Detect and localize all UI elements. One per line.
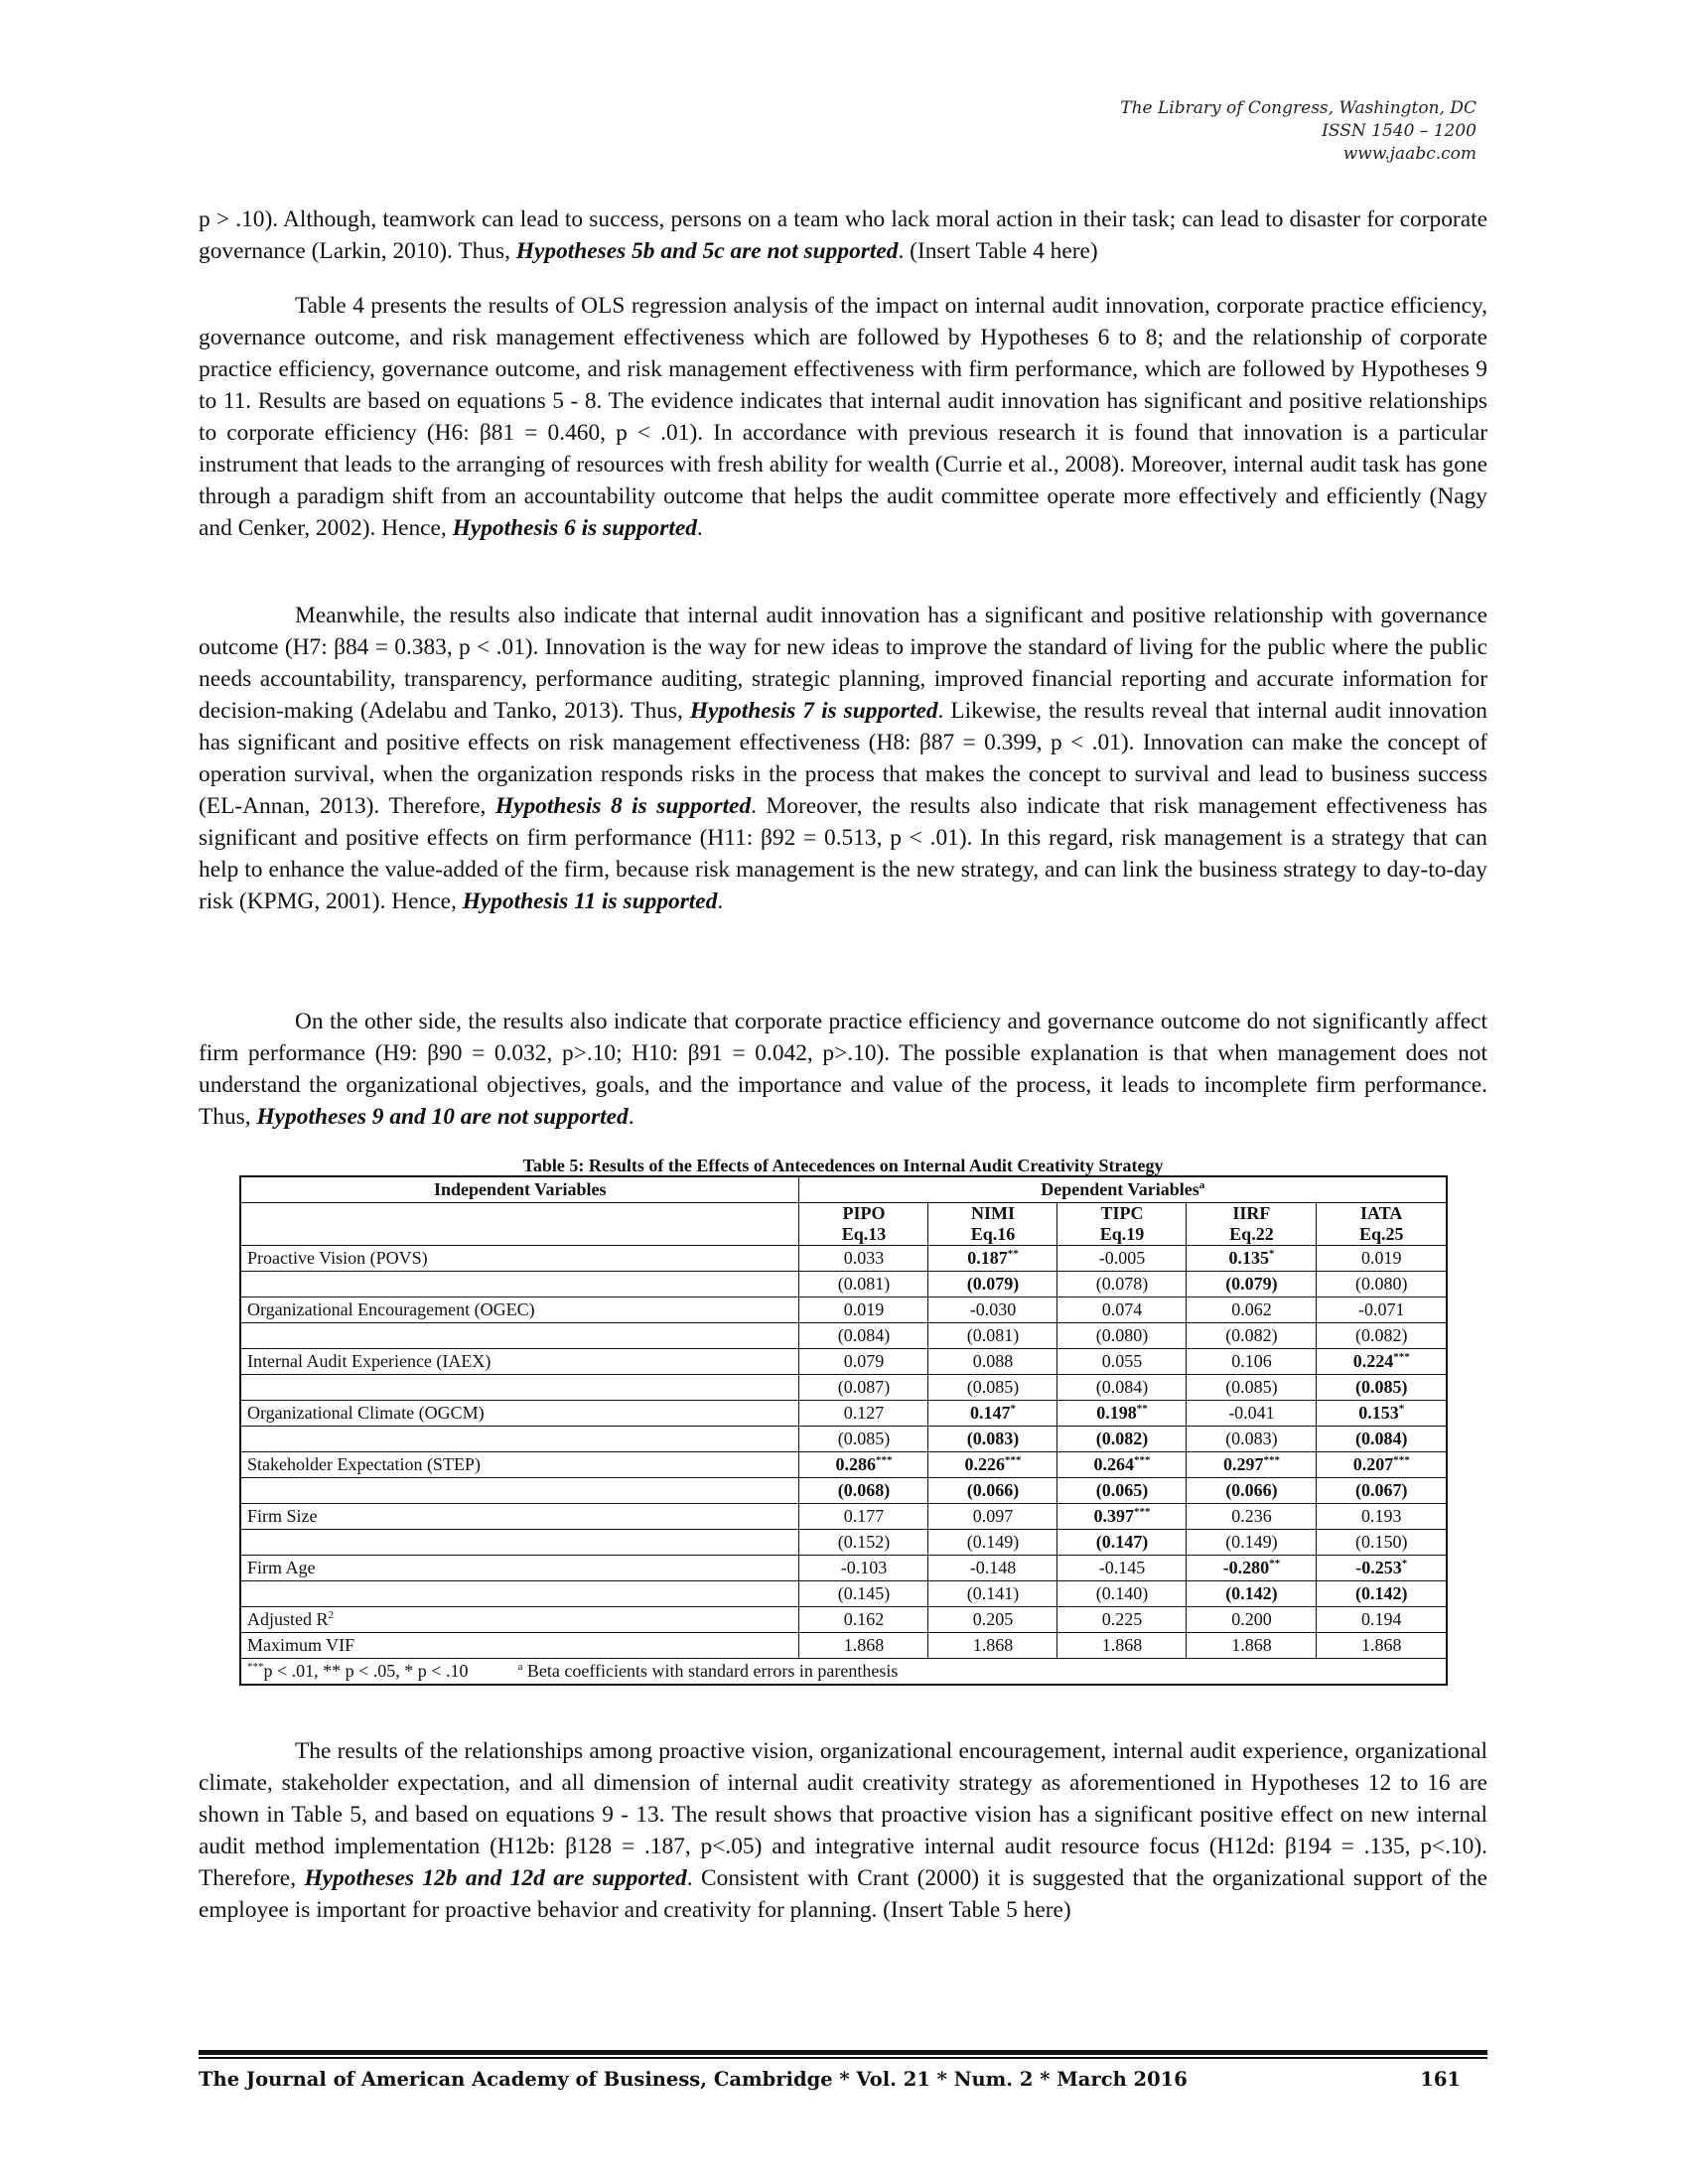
table-cell: (0.085) [799, 1427, 928, 1452]
table-cell: 0.198** [1057, 1401, 1187, 1427]
table-cell: 0.236 [1187, 1504, 1317, 1530]
table-cell: 0.177 [799, 1504, 928, 1530]
column-equation: Eq.13 [841, 1224, 887, 1244]
paragraph-text: p > .10). Although, teamwork can lead to success, persons on a team who lack moral action in their task; can lead to disaster for corporate governance (Larkin, 2010). Thus, [199, 206, 1487, 264]
table-cell: 0.153* [1317, 1401, 1447, 1427]
table-cell: -0.145 [1057, 1556, 1187, 1581]
table-cell: (0.140) [1057, 1581, 1187, 1607]
standard-error-row [240, 1323, 1447, 1349]
table-cell: 0.207*** [1317, 1452, 1447, 1478]
superscript: 2 [328, 1609, 335, 1621]
column-name: PIPO [842, 1203, 886, 1223]
column-equation: Eq.25 [1358, 1224, 1404, 1244]
table-cell: -0.005 [1057, 1246, 1187, 1272]
paragraph-6 [199, 1735, 1487, 1926]
journal-citation: The Journal of American Academy of Business, Cambridge * Vol. 21 * Num. 2 * March 2016 [199, 2068, 1188, 2091]
table-cell: 0.074 [1057, 1297, 1187, 1323]
column-header-tipc [1057, 1203, 1187, 1246]
paragraph-text: . Likewise, the results reveal that internal audit innovation has significant and positive effects on risk management effectiveness (H8: β87 = 0.399, p < .01). Innovation can make the concept of operation survival, when the organization responds risks in the process that makes the concept to survival and lead to business success (EL-Annan, 2013). Therefore, [199, 698, 1487, 819]
table-cell: -0.030 [928, 1297, 1057, 1323]
table-cell: 0.297*** [1187, 1452, 1317, 1478]
table-cell: (0.068) [799, 1478, 928, 1504]
table-title: Table 5: Results of the Effects of Antecedences on Internal Audit Creativity Strategy [522, 1156, 1164, 1175]
table-cell: 0.226*** [928, 1452, 1057, 1478]
paragraph-3 [199, 600, 1487, 917]
variable-label: Organizational Encouragement (OGEC) [240, 1297, 799, 1323]
table-footnote [240, 1659, 1447, 1686]
variable-label: Organizational Climate (OGCM) [240, 1401, 799, 1427]
standard-error-row [240, 1375, 1447, 1401]
variable-label: Internal Audit Experience (IAEX) [240, 1349, 799, 1375]
column-name: IATA [1360, 1203, 1403, 1223]
paragraph-text: . Moreover, the results also indicate that risk management effectiveness has significant and positive effects on firm performance (H11: β92 = 0.513, p < .01). In this regard, risk management is a strategy that can help to enhance the value-added of the firm, because risk management is the new strategy, and can link the business strategy to day-to-day risk (KPMG, 2001). Hence, [199, 793, 1487, 914]
table-cell: 0.224*** [1317, 1349, 1447, 1375]
beta-note: Beta coefficients with standard errors in parenthesis [522, 1661, 899, 1681]
significance-marker: *** [875, 1454, 893, 1466]
table-cell: 0.062 [1187, 1297, 1317, 1323]
table-cell: (0.149) [928, 1530, 1057, 1556]
standard-error-row [240, 1581, 1447, 1607]
variable-label [240, 1323, 799, 1349]
coefficient-row [240, 1246, 1447, 1272]
table-cell: (0.085) [1187, 1375, 1317, 1401]
column-equation: Eq.19 [1099, 1224, 1145, 1244]
column-equation: Eq.22 [1229, 1224, 1274, 1244]
table-cell: (0.152) [799, 1530, 928, 1556]
table-cell: -0.103 [799, 1556, 928, 1581]
table-cell: (0.084) [1317, 1427, 1447, 1452]
table-cell: 0.127 [799, 1401, 928, 1427]
table-cell: (0.083) [1187, 1427, 1317, 1452]
coefficient-row [240, 1349, 1447, 1375]
table-cell: 0.187** [928, 1246, 1057, 1272]
table-cell: (0.082) [1057, 1427, 1187, 1452]
paragraph-1 [199, 204, 1487, 267]
table-cell: 1.868 [928, 1633, 1057, 1659]
table-cell: 0.194 [1317, 1607, 1447, 1633]
table-cell: 0.193 [1317, 1504, 1447, 1530]
table-cell: (0.085) [928, 1375, 1057, 1401]
hypothesis-statement: Hypothesis 11 is supported [462, 888, 718, 914]
table-cell: 0.097 [928, 1504, 1057, 1530]
table-cell: 0.079 [799, 1349, 928, 1375]
table-cell: 1.868 [1187, 1633, 1317, 1659]
variable-label [240, 1427, 799, 1452]
table-cell: -0.253* [1317, 1556, 1447, 1581]
column-equation: Eq.16 [970, 1224, 1016, 1244]
independent-variables-header: Independent Variables [240, 1176, 799, 1203]
table-cell: (0.067) [1317, 1478, 1447, 1504]
table-cell: 0.019 [799, 1297, 928, 1323]
table-cell: 0.205 [928, 1607, 1057, 1633]
header-website: www.jaabc.com [1342, 144, 1477, 164]
coefficient-row [240, 1452, 1447, 1478]
table-cell: (0.080) [1057, 1323, 1187, 1349]
table-cell: -0.041 [1187, 1401, 1317, 1427]
table-cell: 0.147* [928, 1401, 1057, 1427]
table-cell: (0.082) [1187, 1323, 1317, 1349]
standard-error-row [240, 1530, 1447, 1556]
max-vif-row [240, 1633, 1447, 1659]
header-issn: ISSN 1540 – 1200 [1322, 121, 1477, 141]
table-cell: -0.280** [1187, 1556, 1317, 1581]
table-cell: 0.033 [799, 1246, 928, 1272]
paragraph-text: . [696, 515, 703, 541]
hypothesis-statement: Hypothesis 7 is supported [689, 698, 938, 724]
table-cell: (0.081) [928, 1323, 1057, 1349]
footnote-marker: a [517, 1661, 523, 1673]
table-cell: (0.083) [928, 1427, 1057, 1452]
variable-label [240, 1581, 799, 1607]
variable-label: Stakeholder Expectation (STEP) [240, 1452, 799, 1478]
significance-marker: *** [1393, 1351, 1410, 1363]
hypothesis-statement: Hypothesis 8 is supported [494, 793, 752, 819]
table-cell: (0.079) [1187, 1272, 1317, 1297]
table-cell: (0.079) [928, 1272, 1057, 1297]
hypothesis-statement: Hypotheses 12b and 12d are supported [304, 1865, 687, 1891]
table-cell: (0.081) [799, 1272, 928, 1297]
empty-header-cell [240, 1203, 799, 1246]
table-cell: (0.084) [799, 1323, 928, 1349]
paragraph-text: Meanwhile, the results also indicate that internal audit innovation has a significant and positive relationship with governance outcome (H7: β84 = 0.383, p < .01). Innovation is the way for new ideas to improve the standard of living for the public where the public needs accountability, transparency, performance auditing, strategic planning, improved financial reporting and accurate information for decision-making (Adelabu and Tanko, 2013). Thus, [199, 603, 1487, 724]
significance-note: p < .01, ** p < .05, * p < .10 [263, 1661, 469, 1681]
coefficient-row [240, 1504, 1447, 1530]
hypothesis-statement: Hypotheses 5b and 5c are not supported [515, 238, 899, 264]
variable-label [240, 1272, 799, 1297]
page-number: 161 [1420, 2068, 1461, 2091]
table-cell: (0.085) [1317, 1375, 1447, 1401]
column-name: IIRF [1232, 1203, 1271, 1223]
table-cell: (0.145) [799, 1581, 928, 1607]
significance-marker: ** [1136, 1403, 1148, 1415]
column-header-nimi [928, 1203, 1057, 1246]
table-cell: -0.148 [928, 1556, 1057, 1581]
table-cell: (0.078) [1057, 1272, 1187, 1297]
table-cell: 0.106 [1187, 1349, 1317, 1375]
significance-marker: *** [1263, 1454, 1280, 1466]
table-cell: (0.147) [1057, 1530, 1187, 1556]
table-cell: 0.286*** [799, 1452, 928, 1478]
table-cell: 0.088 [928, 1349, 1057, 1375]
standard-error-row [240, 1272, 1447, 1297]
variable-label [240, 1530, 799, 1556]
significance-marker: *** [1133, 1454, 1151, 1466]
standard-error-row [240, 1427, 1447, 1452]
paragraph-text: . [717, 888, 724, 914]
table-cell: (0.141) [928, 1581, 1057, 1607]
table-cell: 1.868 [1317, 1633, 1447, 1659]
table-cell: -0.071 [1317, 1297, 1447, 1323]
table-cell: (0.080) [1317, 1272, 1447, 1297]
footer-rule-thin [199, 2057, 1487, 2059]
significance-marker: *** [247, 1661, 264, 1673]
hypothesis-statement: Hypothesis 6 is supported [452, 515, 697, 541]
table-cell: 0.264*** [1057, 1452, 1187, 1478]
column-header-pipo [799, 1203, 928, 1246]
coefficient-row [240, 1556, 1447, 1581]
column-header-iirf [1187, 1203, 1317, 1246]
column-name: NIMI [970, 1203, 1015, 1223]
significance-marker: ** [1269, 1558, 1281, 1570]
significance-marker: *** [1393, 1454, 1410, 1466]
footnote-marker: a [1198, 1179, 1205, 1191]
variable-label [240, 1478, 799, 1504]
variable-label: Firm Age [240, 1556, 799, 1581]
table-cell: (0.066) [1187, 1478, 1317, 1504]
table-cell: 1.868 [1057, 1633, 1187, 1659]
table-cell: 0.019 [1317, 1246, 1447, 1272]
table-cell: 0.135* [1187, 1246, 1317, 1272]
header-publisher: The Library of Congress, Washington, DC [1120, 98, 1477, 118]
table-cell: 0.225 [1057, 1607, 1187, 1633]
table-cell: 0.162 [799, 1607, 928, 1633]
column-name: TIPC [1100, 1203, 1144, 1223]
column-header-iata [1317, 1203, 1447, 1246]
variable-label: Adjusted $R^2$ [240, 1607, 799, 1633]
table-cell: 1.868 [799, 1633, 928, 1659]
variable-label [240, 1375, 799, 1401]
significance-marker: * [1401, 1558, 1408, 1570]
table-cell: (0.084) [1057, 1375, 1187, 1401]
variable-label: Maximum VIF [240, 1633, 799, 1659]
table-cell: 0.055 [1057, 1349, 1187, 1375]
coefficient-row [240, 1297, 1447, 1323]
paragraph-text: On the other side, the results also indicate that corporate practice efficiency and governance outcome do not significantly affect firm performance (H9: β90 = 0.032, p>.10; H10: β91 = 0.042, p>.10). The possible explanation is that when management does not understand the organizational objectives, goals, and the importance and value of the process, it leads to incomplete firm performance. Thus, [199, 1009, 1487, 1130]
footer-rule [199, 2050, 1487, 2055]
dependent-variables-label: Dependent Variables [1041, 1179, 1199, 1199]
variable-label: Firm Size [240, 1504, 799, 1530]
table-cell: (0.082) [1317, 1323, 1447, 1349]
table-cell: (0.142) [1317, 1581, 1447, 1607]
standard-error-row [240, 1478, 1447, 1504]
table-cell: (0.087) [799, 1375, 928, 1401]
table-cell: (0.066) [928, 1478, 1057, 1504]
significance-marker: *** [1004, 1454, 1022, 1466]
paragraph-text: . (Insert Table 4 here) [898, 238, 1098, 264]
significance-marker: ** [1007, 1248, 1019, 1260]
adjusted-r2-row [240, 1607, 1447, 1633]
paragraph-text: Table 4 presents the results of OLS regression analysis of the impact on internal audit innovation, corporate practice efficiency, governance outcome, and risk management effectiveness which are followed by Hypotheses 6 to 8; and the relationship of corporate practice efficiency, governance outcome, and risk management effectiveness with firm performance, which are followed by Hypotheses 9 to 11. Results are based on equations 5 - 8. The evidence indicates that internal audit innovation has significant and positive relationships to corporate efficiency (H6: β81 = 0.460, p < .01). In accordance with previous research it is found that innovation is a particular instrument that leads to the arranging of resources with fresh ability for wealth (Currie et al., 2008). Moreover, internal audit task has gone through a paradigm shift from an accountability outcome that helps the audit committee operate more effectively and efficiently (Nagy and Cenker, 2002). Hence, [199, 293, 1487, 541]
table-cell: (0.065) [1057, 1478, 1187, 1504]
significance-marker: * [1010, 1403, 1016, 1415]
significance-marker: *** [1133, 1506, 1151, 1518]
paragraph-text: . [628, 1104, 634, 1130]
table-cell: (0.149) [1187, 1530, 1317, 1556]
table-footnote-row [240, 1659, 1447, 1686]
table-cell: (0.142) [1187, 1581, 1317, 1607]
paragraph-4 [199, 1006, 1487, 1133]
dependent-variables-header [799, 1176, 1447, 1203]
table-cell: 0.200 [1187, 1607, 1317, 1633]
results-table [239, 1175, 1448, 1686]
paragraph-2 [199, 290, 1487, 544]
paragraph-text: The results of the relationships among proactive vision, organizational encouragement, internal audit experience, organizational climate, stakeholder expectation, and all dimension of internal audit creativity strategy as aforementioned in Hypotheses 12 to 16 are shown in Table 5, and based on equations 9 - 13. The result shows that proactive vision has a significant positive effect on new internal audit method implementation (H12b: β128 = .187, p<.05) and integrative internal audit resource focus (H12d: β194 = .135, p<.10). Therefore, [199, 1738, 1487, 1891]
coefficient-row [240, 1401, 1447, 1427]
table-cell: (0.150) [1317, 1530, 1447, 1556]
hypothesis-statement: Hypotheses 9 and 10 are not supported [256, 1104, 629, 1130]
significance-marker: * [1398, 1403, 1405, 1415]
significance-marker: * [1268, 1248, 1275, 1260]
table-cell: 0.397*** [1057, 1504, 1187, 1530]
page-header [1120, 97, 1477, 166]
variable-label: Proactive Vision (POVS) [240, 1246, 799, 1272]
paragraph-text: . Consistent with Crant (2000) it is suggested that the organizational support of the employee is important for proactive behavior and creativity for planning. (Insert Table 5 here) [199, 1865, 1488, 1923]
